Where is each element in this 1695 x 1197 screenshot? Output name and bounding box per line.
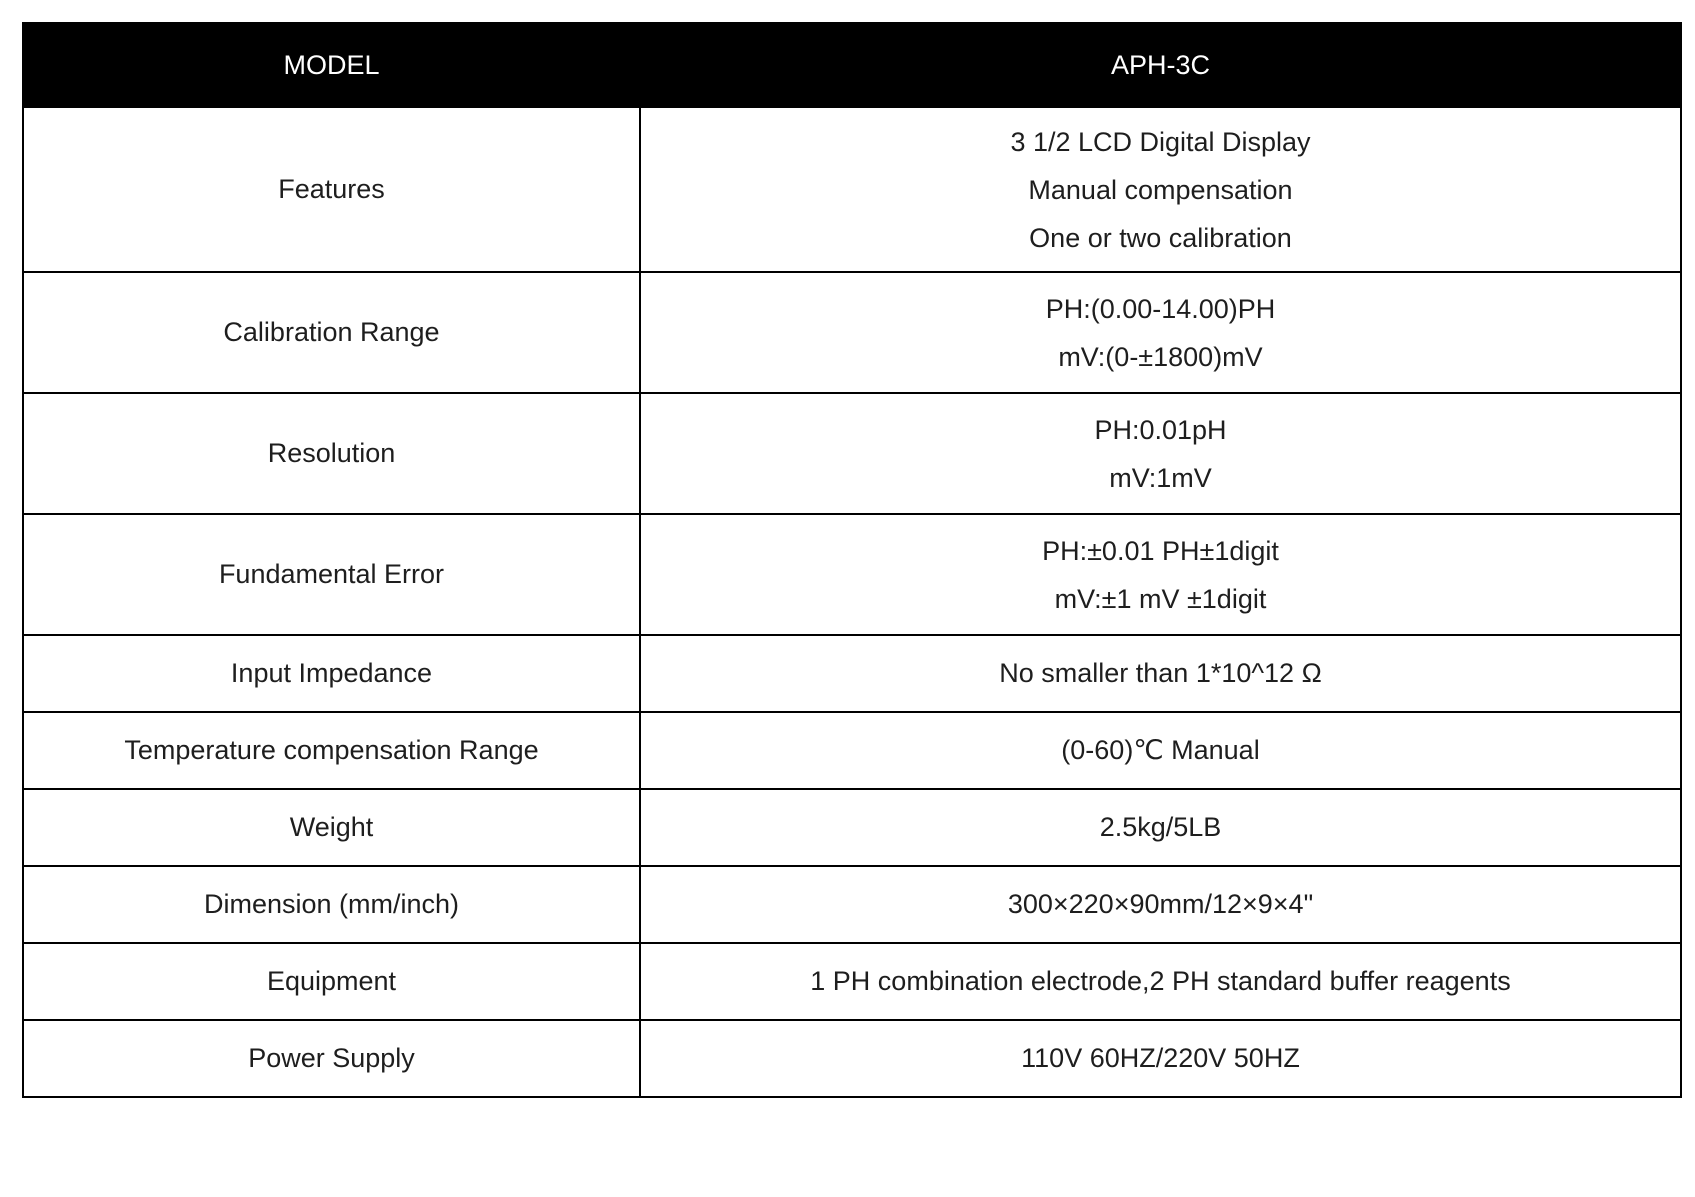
table-row	[23, 635, 1681, 712]
table-row	[23, 789, 1681, 866]
row-label-weight: Weight	[23, 789, 640, 866]
row-value-dimension: 300×220×90mm/12×9×4"	[640, 866, 1681, 943]
table-row	[23, 514, 1681, 635]
table-row	[23, 272, 1681, 393]
table-row	[23, 393, 1681, 514]
row-label-fundamental-error: Fundamental Error	[23, 514, 640, 635]
row-label-equipment: Equipment	[23, 943, 640, 1020]
row-value-power-supply: 110V 60HZ/220V 50HZ	[640, 1020, 1681, 1097]
value-line: 3 1/2 LCD Digital Display	[1010, 126, 1311, 157]
header-row	[23, 23, 1681, 107]
row-label-calibration-range: Calibration Range	[23, 272, 640, 393]
value-line: mV:(0-±1800)mV	[1058, 341, 1263, 372]
row-value-input-impedance: No smaller than 1*10^12 Ω	[640, 635, 1681, 712]
row-value-weight: 2.5kg/5LB	[640, 789, 1681, 866]
table-row	[23, 866, 1681, 943]
value-line: PH:±0.01 PH±1digit	[1042, 535, 1279, 566]
row-value-temperature-compensation-range: (0-60)℃ Manual	[640, 712, 1681, 789]
row-value-equipment: 1 PH combination electrode,2 PH standard buffer reagents	[640, 943, 1681, 1020]
spec-table	[22, 22, 1682, 1098]
value-line: Manual compensation	[1028, 174, 1293, 205]
row-label-power-supply: Power Supply	[23, 1020, 640, 1097]
header-label-cell: MODEL	[23, 23, 640, 107]
value-line: mV:1mV	[1109, 462, 1212, 493]
row-value-calibration-range	[640, 272, 1681, 393]
value-line: One or two calibration	[1029, 222, 1292, 253]
value-line: mV:±1 mV ±1digit	[1054, 583, 1267, 614]
table-row	[23, 107, 1681, 272]
table-row	[23, 712, 1681, 789]
row-label-features: Features	[23, 107, 640, 272]
row-label-resolution: Resolution	[23, 393, 640, 514]
row-label-temperature-compensation-range: Temperature compensation Range	[23, 712, 640, 789]
value-line: PH:0.01pH	[1094, 414, 1227, 445]
row-value-features	[640, 107, 1681, 272]
row-label-dimension: Dimension (mm/inch)	[23, 866, 640, 943]
header-value-cell: APH-3C	[640, 23, 1681, 107]
row-label-input-impedance: Input Impedance	[23, 635, 640, 712]
table-row	[23, 943, 1681, 1020]
table-row	[23, 1020, 1681, 1097]
value-line: PH:(0.00-14.00)PH	[1045, 293, 1276, 324]
row-value-fundamental-error	[640, 514, 1681, 635]
row-value-resolution	[640, 393, 1681, 514]
